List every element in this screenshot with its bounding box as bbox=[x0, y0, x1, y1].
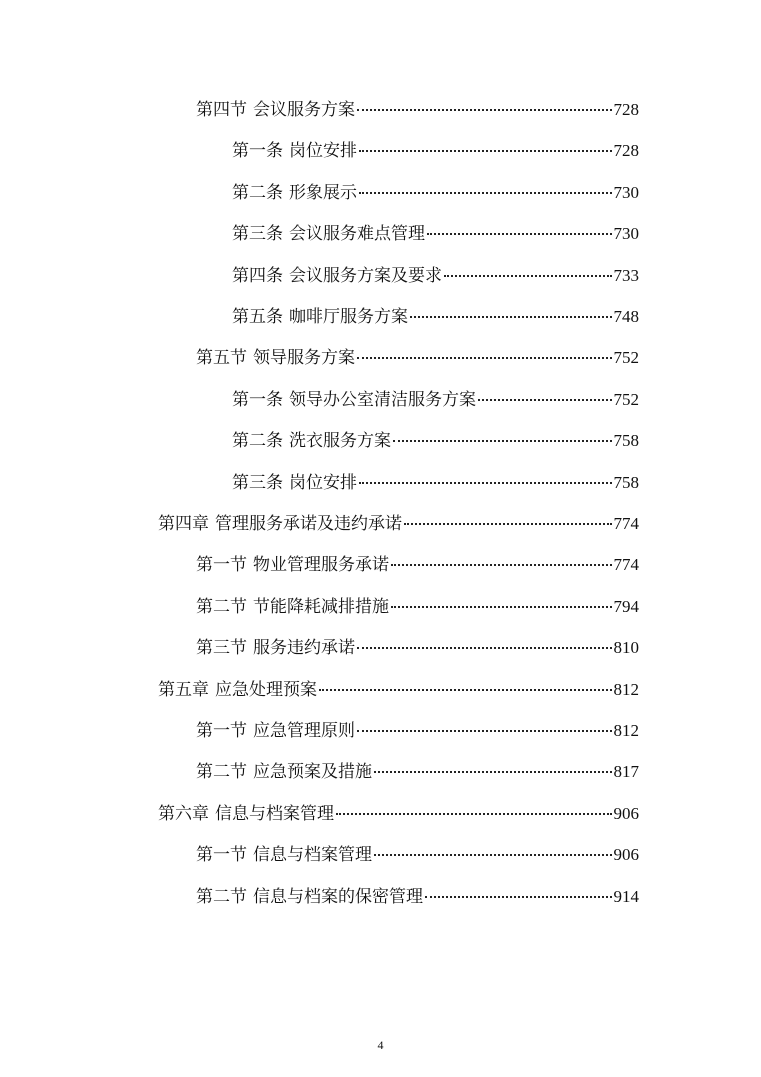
toc-entry-label bbox=[232, 181, 357, 205]
toc-entry-title: 信息与档案管理 bbox=[253, 845, 372, 865]
toc-entry[interactable] bbox=[232, 429, 639, 453]
toc-entry-number: 第二条 bbox=[232, 431, 283, 451]
dot-leader bbox=[319, 689, 612, 691]
dot-leader bbox=[393, 440, 612, 442]
toc-entry[interactable] bbox=[196, 885, 639, 909]
toc-entry-page: 748 bbox=[613, 307, 639, 326]
dot-leader bbox=[410, 316, 612, 318]
toc-entry[interactable] bbox=[232, 264, 639, 288]
toc-entry-label bbox=[232, 305, 408, 329]
toc-entry-title: 管理服务承诺及违约承诺 bbox=[215, 514, 402, 534]
toc-entry[interactable] bbox=[158, 678, 639, 702]
toc-entry-label bbox=[232, 429, 391, 453]
toc-entry-label bbox=[158, 512, 402, 536]
toc-entry-number: 第三节 bbox=[196, 638, 247, 658]
dot-leader bbox=[444, 275, 612, 277]
toc-entry-title: 洗衣服务方案 bbox=[289, 431, 391, 451]
toc-entry-number: 第二条 bbox=[232, 183, 283, 203]
toc-entry-page: 774 bbox=[613, 555, 639, 574]
toc-entry-number: 第一条 bbox=[232, 390, 283, 410]
toc-entry-number: 第四节 bbox=[196, 100, 247, 120]
toc-entry-title: 应急处理预案 bbox=[215, 680, 317, 700]
toc-entry-label bbox=[196, 760, 372, 784]
toc-entry-label bbox=[196, 719, 355, 743]
toc-entry[interactable] bbox=[158, 512, 639, 536]
toc-entry[interactable] bbox=[232, 305, 639, 329]
toc-entry[interactable] bbox=[196, 595, 639, 619]
dot-leader bbox=[374, 771, 612, 773]
toc-entry-title: 会议服务难点管理 bbox=[289, 224, 425, 244]
dot-leader bbox=[357, 109, 612, 111]
toc-entry-number: 第五章 bbox=[158, 680, 209, 700]
toc-entry-title: 节能降耗减排措施 bbox=[253, 597, 389, 617]
dot-leader bbox=[391, 564, 612, 566]
toc-entry-label bbox=[158, 678, 317, 702]
dot-leader bbox=[336, 813, 612, 815]
toc-entry-page: 906 bbox=[613, 845, 639, 864]
toc-entry-number: 第二节 bbox=[196, 762, 247, 782]
toc-entry-title: 应急管理原则 bbox=[253, 721, 355, 741]
toc-entry-title: 形象展示 bbox=[289, 183, 357, 203]
toc-entry[interactable] bbox=[196, 636, 639, 660]
toc-entry-title: 会议服务方案 bbox=[253, 100, 355, 120]
toc-entry[interactable] bbox=[232, 139, 639, 163]
toc-entry-page: 810 bbox=[613, 638, 639, 657]
toc-entry-number: 第四条 bbox=[232, 266, 283, 286]
toc-entry-page: 906 bbox=[613, 804, 639, 823]
toc-entry-title: 会议服务方案及要求 bbox=[289, 266, 442, 286]
toc-entry-number: 第一节 bbox=[196, 721, 247, 741]
toc-entry-page: 812 bbox=[613, 721, 639, 740]
dot-leader bbox=[359, 150, 612, 152]
toc-entry-label bbox=[196, 346, 355, 370]
toc-entry-label bbox=[196, 98, 355, 122]
dot-leader bbox=[357, 357, 612, 359]
toc-entry-label bbox=[196, 595, 389, 619]
toc-entry[interactable] bbox=[196, 553, 639, 577]
toc-entry-number: 第一节 bbox=[196, 845, 247, 865]
toc-entry-label bbox=[232, 264, 442, 288]
dot-leader bbox=[478, 399, 612, 401]
toc-entry[interactable] bbox=[232, 471, 639, 495]
page-number: 4 bbox=[377, 1038, 384, 1052]
toc-entry-number: 第六章 bbox=[158, 804, 209, 824]
toc-entry-label bbox=[196, 553, 389, 577]
toc-entry-label bbox=[196, 843, 372, 867]
toc-entry-title: 领导服务方案 bbox=[253, 348, 355, 368]
toc-entry-label bbox=[196, 885, 423, 909]
toc-entry-title: 服务违约承诺 bbox=[253, 638, 355, 658]
dot-leader bbox=[357, 730, 612, 732]
dot-leader bbox=[359, 192, 612, 194]
toc-entry[interactable] bbox=[232, 181, 639, 205]
toc-entry-number: 第一节 bbox=[196, 555, 247, 575]
toc-entry[interactable] bbox=[158, 802, 639, 826]
toc-entry-label bbox=[232, 139, 357, 163]
toc-entry[interactable] bbox=[196, 843, 639, 867]
toc-entry-title: 咖啡厅服务方案 bbox=[289, 307, 408, 327]
dot-leader bbox=[425, 896, 612, 898]
dot-leader bbox=[357, 647, 612, 649]
toc-entry[interactable] bbox=[196, 98, 639, 122]
dot-leader bbox=[404, 523, 612, 525]
toc-entry-number: 第五条 bbox=[232, 307, 283, 327]
toc-entry-page: 758 bbox=[613, 431, 639, 450]
toc-entry-label bbox=[158, 802, 334, 826]
toc-entry-title: 领导办公室清洁服务方案 bbox=[289, 390, 476, 410]
toc-entry[interactable] bbox=[196, 719, 639, 743]
toc-entry-number: 第五节 bbox=[196, 348, 247, 368]
toc-entry-page: 774 bbox=[613, 514, 639, 533]
toc-entry-page: 728 bbox=[613, 100, 639, 119]
toc-entry-page: 733 bbox=[613, 266, 639, 285]
dot-leader bbox=[374, 854, 612, 856]
dot-leader bbox=[391, 606, 612, 608]
toc-entry-title: 岗位安排 bbox=[289, 473, 357, 493]
toc-entry-number: 第三条 bbox=[232, 473, 283, 493]
toc-entry-page: 817 bbox=[613, 762, 639, 781]
toc-entry-number: 第三条 bbox=[232, 224, 283, 244]
toc-entry-page: 914 bbox=[613, 887, 639, 906]
dot-leader bbox=[359, 482, 612, 484]
toc-entry-number: 第一条 bbox=[232, 141, 283, 161]
toc-entry-label bbox=[232, 471, 357, 495]
toc-entry-page: 812 bbox=[613, 680, 639, 699]
toc-entry-title: 信息与档案的保密管理 bbox=[253, 887, 423, 907]
toc-entry-page: 730 bbox=[613, 183, 639, 202]
toc-entry-title: 信息与档案管理 bbox=[215, 804, 334, 824]
toc-entry-page: 794 bbox=[613, 597, 639, 616]
toc-entry-label bbox=[232, 388, 476, 412]
toc-entry-title: 物业管理服务承诺 bbox=[253, 555, 389, 575]
toc-entry-label bbox=[232, 222, 425, 246]
toc-entry[interactable] bbox=[196, 346, 639, 370]
dot-leader bbox=[427, 233, 612, 235]
toc-entry-page: 728 bbox=[613, 141, 639, 160]
toc-entry-page: 730 bbox=[613, 224, 639, 243]
toc-entry-page: 752 bbox=[613, 348, 639, 367]
toc-entry[interactable] bbox=[232, 388, 639, 412]
toc-entry-page: 752 bbox=[613, 390, 639, 409]
toc-entry-number: 第四章 bbox=[158, 514, 209, 534]
toc-entry-label bbox=[196, 636, 355, 660]
toc-entry-number: 第二节 bbox=[196, 887, 247, 907]
toc-entry-title: 应急预案及措施 bbox=[253, 762, 372, 782]
toc-entry[interactable] bbox=[232, 222, 639, 246]
toc-entry-page: 758 bbox=[613, 473, 639, 492]
toc-entry-title: 岗位安排 bbox=[289, 141, 357, 161]
toc-entry-number: 第二节 bbox=[196, 597, 247, 617]
toc-entry[interactable] bbox=[196, 760, 639, 784]
